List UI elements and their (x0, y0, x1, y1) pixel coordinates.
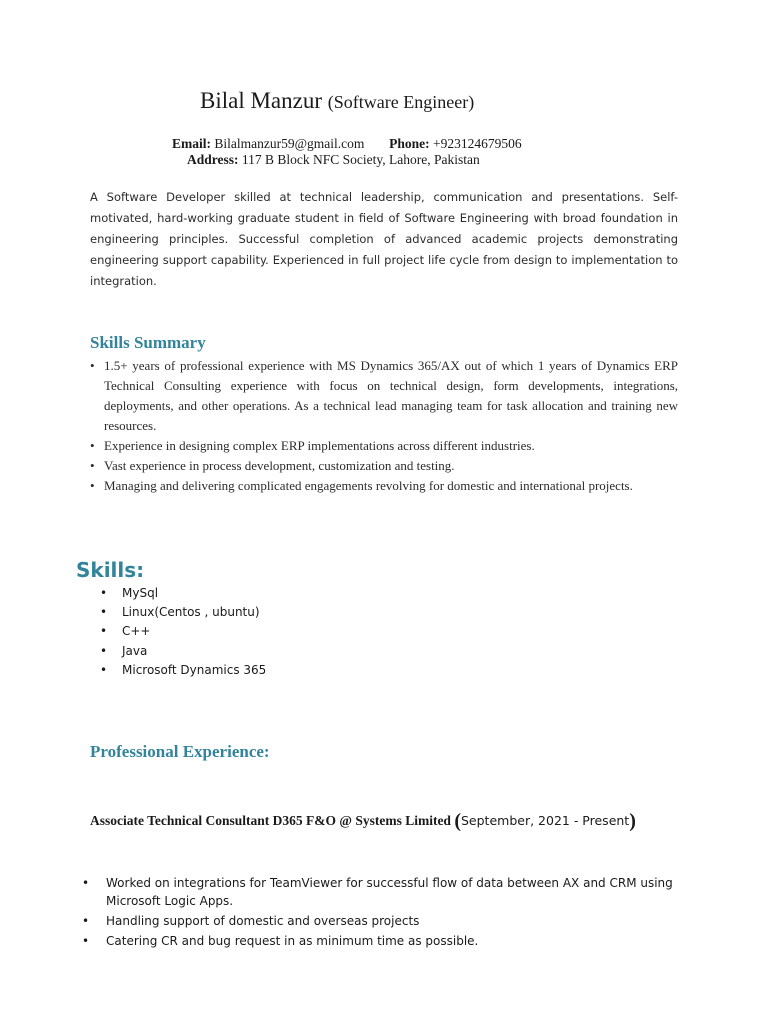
job-title: Associate Technical Consultant D365 F&O @ Systems Limited (90, 813, 451, 828)
bullet-icon: • (82, 913, 90, 928)
skills-summary-list (90, 356, 678, 496)
job-dates: September, 2021 - Present (461, 813, 630, 828)
job-heading (90, 808, 670, 834)
email-label: Email: (172, 136, 211, 151)
bullet-icon: • (90, 478, 95, 493)
bullet-icon: • (100, 624, 108, 639)
profile-summary: A Software Developer skilled at technical leadership, communication and presentations. Self-motivated, hard-working graduate student in field of Software Engineering with broad foundation in engineering principles. Successful completion of advanced academic projects demonstrating engineering support capability. Experienced in full project life cycle from design to implementation to integration. (90, 190, 678, 288)
list-item: • Linux(Centos , ubuntu) (100, 603, 266, 622)
skills-summary-heading: Skills Summary (90, 333, 206, 352)
list-item: • Worked on integrations for TeamViewer for successful flow of data between AX and CRM using Microsoft Logic Apps. (82, 876, 673, 908)
bullet-icon: • (90, 458, 95, 473)
bullet-icon: • (100, 586, 108, 600)
candidate-name (200, 88, 474, 114)
bullet-icon: • (100, 605, 108, 620)
name-text: Bilal Manzur (200, 88, 322, 113)
bullet-icon: • (90, 438, 95, 453)
bullet-icon: • (90, 358, 95, 373)
job-role: (Software Engineer) (327, 92, 475, 112)
skills-heading: Skills: (76, 558, 145, 582)
list-item: • Managing and delivering complicated engagements revolving for domestic and international projects. (90, 476, 678, 496)
open-paren: ( (454, 810, 461, 832)
bullet-icon: • (100, 662, 108, 677)
phone-value: +923124679506 (433, 136, 522, 151)
bullet-icon: • (82, 933, 90, 948)
experience-heading: Professional Experience: (90, 742, 270, 761)
skills-list (100, 584, 266, 680)
bullet-icon: • (100, 643, 108, 658)
contact-line (172, 135, 522, 152)
list-item: • C++ (100, 622, 266, 641)
list-item: • Handling support of domestic and overseas projects (82, 913, 682, 931)
list-item: • MySql (100, 584, 266, 603)
address-label: Address: (187, 152, 239, 167)
list-item: • Catering CR and bug request in as minimum time as possible. (82, 933, 682, 951)
list-item: • 1.5+ years of professional experience with MS Dynamics 365/AX out of which 1 years of Dynamics ERP Technical Consulting experience with focus on technical design, form developments, integrations, deployments, and other operations. As a technical lead managing team for task allocation and training new resources. (90, 358, 678, 433)
experience-list (82, 875, 682, 953)
close-paren: ) (629, 810, 636, 832)
email-value: Bilalmanzur59@gmail.com (214, 136, 365, 151)
bullet-icon: • (82, 876, 90, 890)
list-item: • Experience in designing complex ERP implementations across different industries. (90, 436, 678, 456)
list-item: • Java (100, 642, 266, 661)
address-value: 117 B Block NFC Society, Lahore, Pakistan (241, 152, 480, 167)
list-item: • Microsoft Dynamics 365 (100, 661, 266, 680)
address-line (187, 152, 480, 168)
list-item: • Vast experience in process development, customization and testing. (90, 456, 678, 476)
phone-label: Phone: (389, 136, 430, 151)
